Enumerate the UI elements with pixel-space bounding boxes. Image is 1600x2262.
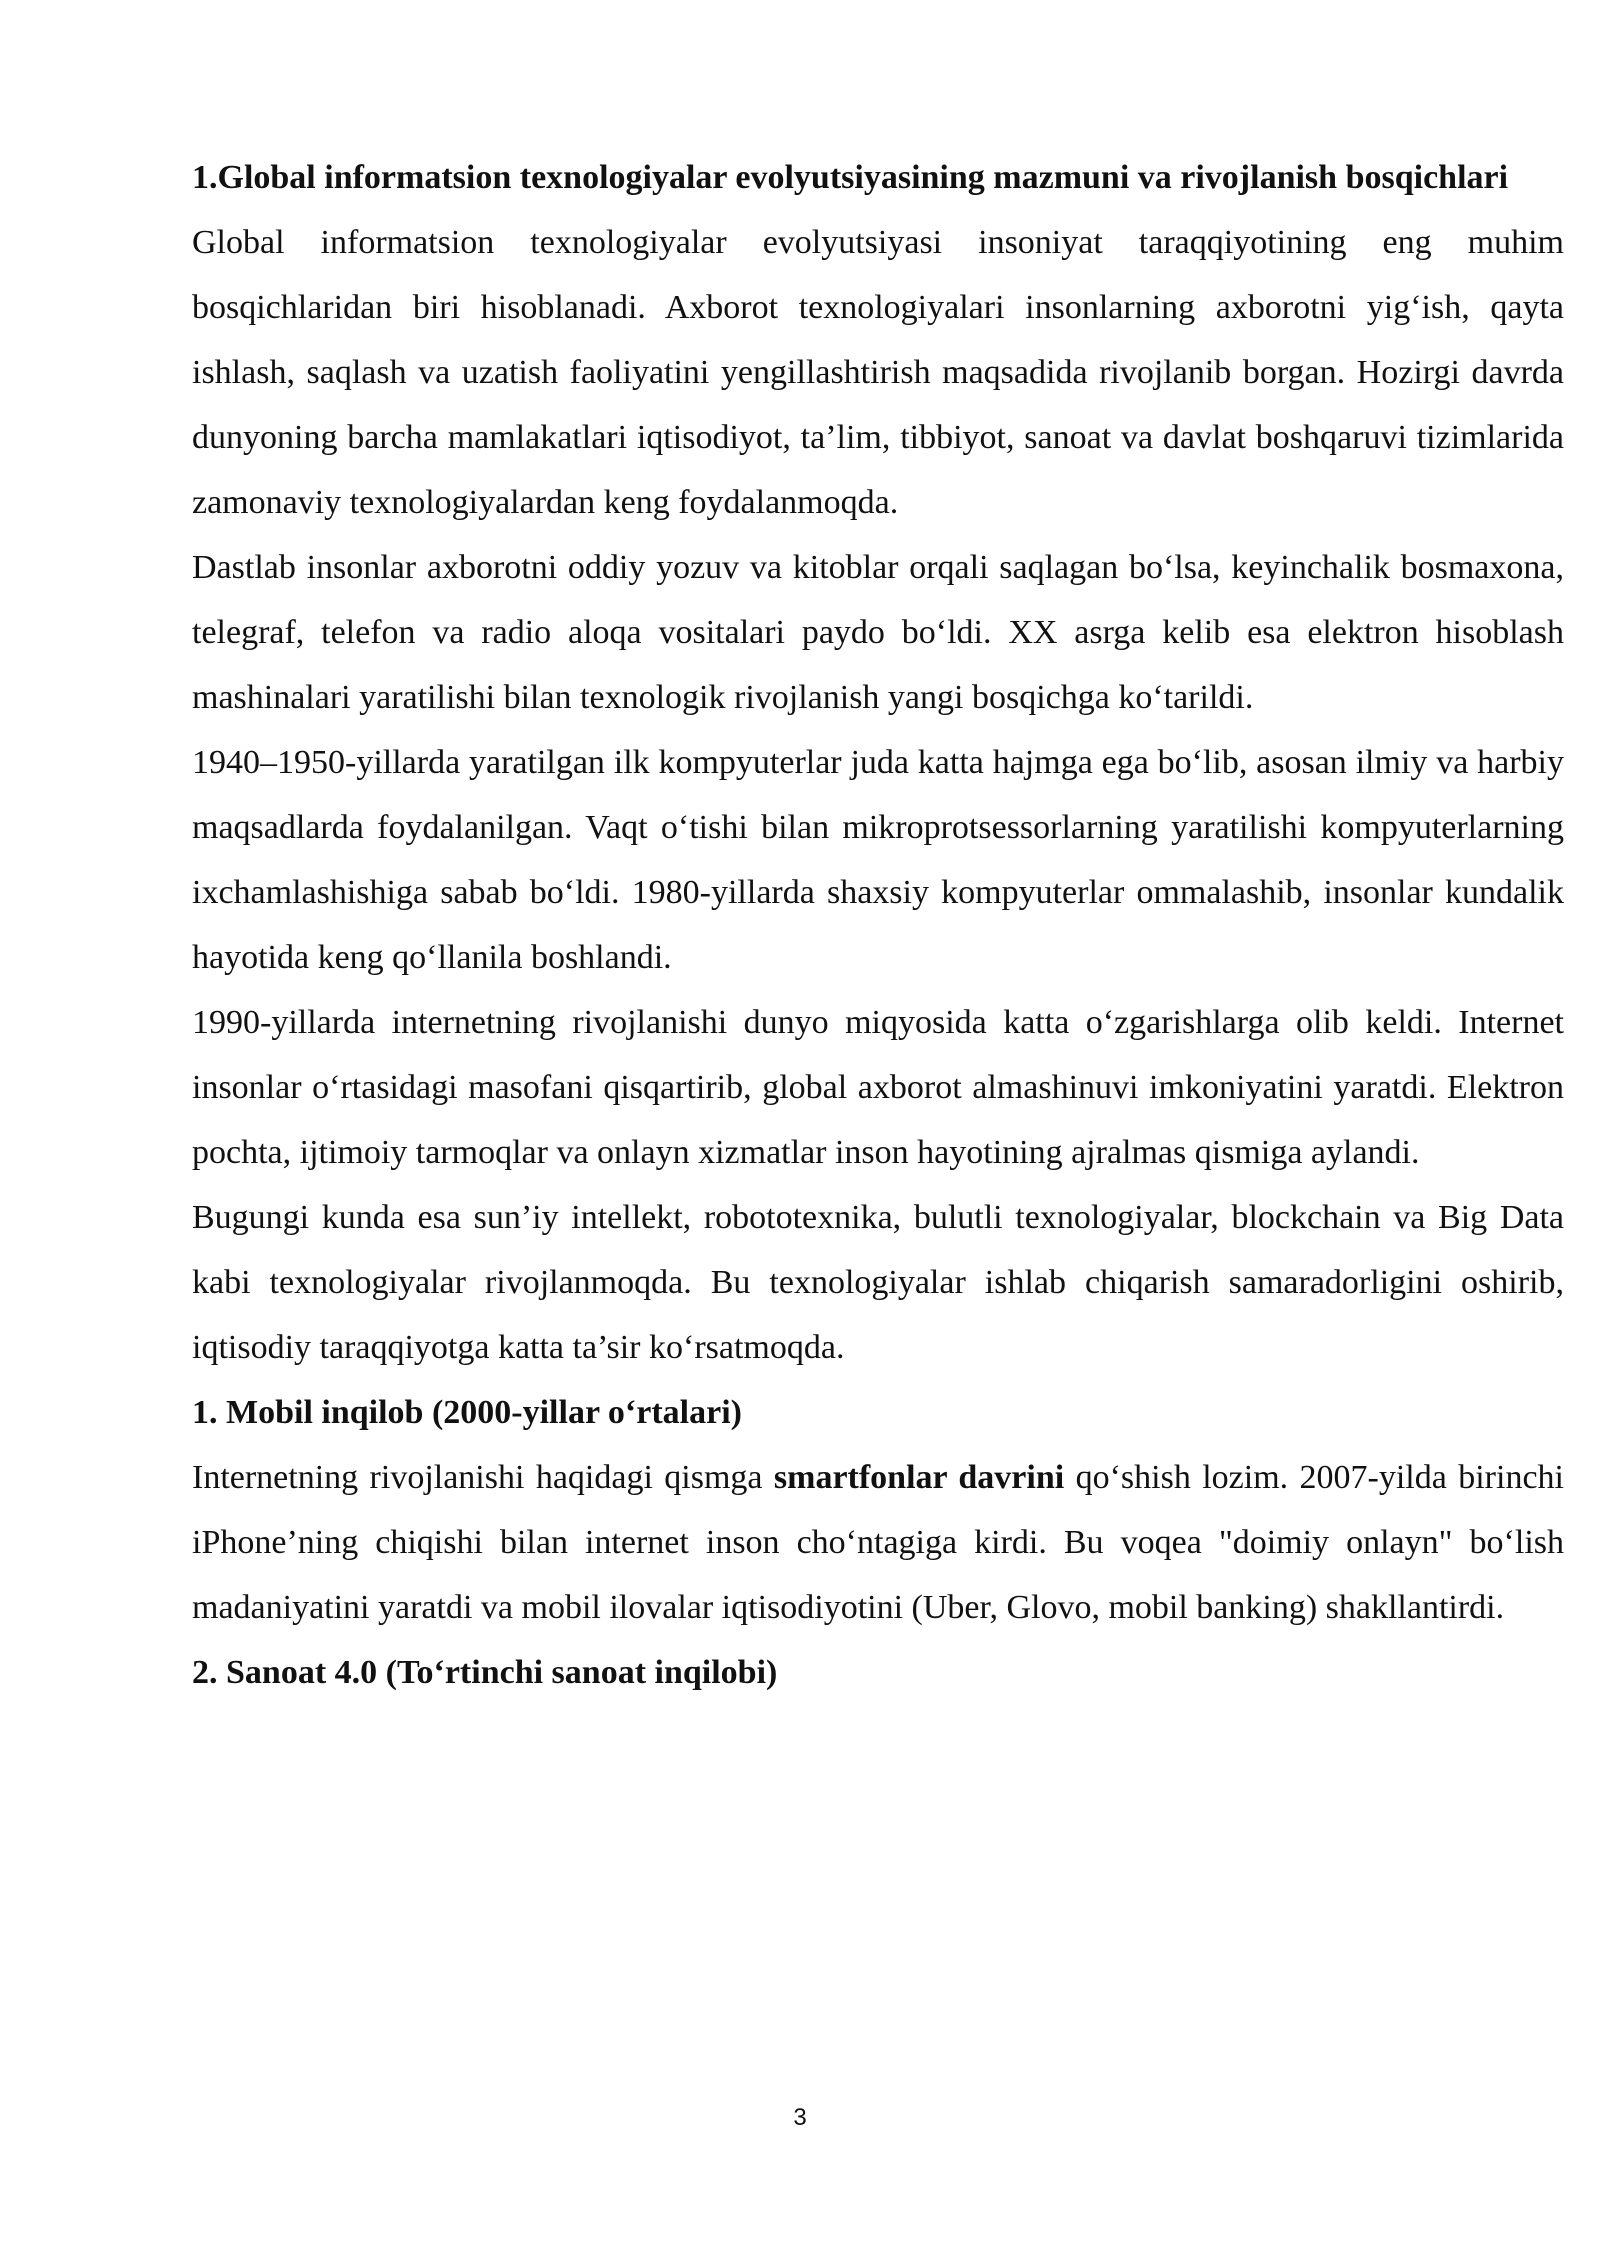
paragraph-mobile-revolution <box>192 1445 1564 1640</box>
mobile-text-before: Internetning rivojlanishi haqidagi qismga <box>192 1459 774 1496</box>
mobile-text-bold: smartfonlar davrini <box>773 1459 1065 1496</box>
section-heading-main: 1.Global informatsion texnologiyalar evolyutsiyasining mazmuni va rivojlanish bosqichlari <box>192 159 1509 196</box>
paragraph-computers: 1940–1950-yillarda yaratilgan ilk kompyuterlar juda katta hajmga ega bo‘lib, asosan ilmiy va harbiy maqsadlarda foydalanilgan. Vaqt o‘tishi bilan mikroprotsessorlarning yaratilishi kompyuterlarning ixchamlashishiga sabab bo‘ldi. 1980-yillarda shaxsiy kompyuterlar ommalashib, insonlar kundalik hayotida keng qo‘llanila boshlandi. <box>192 744 1564 976</box>
document-page <box>192 145 1564 1705</box>
paragraph-modern-tech: Bugungi kunda esa sun’iy intellekt, robototexnika, bulutli texnologiyalar, blockchain va Big Data kabi texnologiyalar rivojlanmoqda. Bu texnologiyalar ishlab chiqarish samaradorligini oshirib, iqtisodiy taraqqiyotga katta ta’sir ko‘rsatmoqda. <box>192 1199 1564 1366</box>
subheading-mobile-revolution: 1. Mobil inqilob (2000-yillar o‘rtalari) <box>192 1394 742 1431</box>
paragraph-early-history: Dastlab insonlar axborotni oddiy yozuv va kitoblar orqali saqlagan bo‘lsa, keyinchalik bosmaxona, telegraf, telefon va radio aloqa vositalari paydo bo‘ldi. XX asrga kelib esa elektron hisoblash mashinalari yaratilishi bilan texnologik rivojlanish yangi bosqichga ko‘tarildi. <box>192 549 1564 716</box>
page-number: 3 <box>793 2104 807 2131</box>
paragraph-internet: 1990-yillarda internetning rivojlanishi dunyo miqyosida katta o‘zgarishlarga olib keldi. Internet insonlar o‘rtasidagi masofani qisqartirib, global axborot almashinuvi imkoniyatini yaratdi. Elektron pochta, ijtimoiy tarmoqlar va onlayn xizmatlar inson hayotining ajralmas qismiga aylandi. <box>192 1004 1564 1171</box>
paragraph-intro: Global informatsion texnologiyalar evolyutsiyasi insoniyat taraqqiyotining eng muhim bosqichlaridan biri hisoblanadi. Axborot texnologiyalari insonlarning axborotni yig‘ish, qayta ishlash, saqlash va uzatish faoliyatini yengillashtirish maqsadida rivojlanib borgan. Hozirgi davrda dunyoning barcha mamlakatlari iqtisodiyot, ta’lim, tibbiyot, sanoat va davlat boshqaruvi tizimlarida zamonaviy texnologiyalardan keng foydalanmoqda. <box>192 224 1564 521</box>
mobile-text-after: qo‘shish lozim. 2007-yilda birinchi iPhone’ning chiqishi bilan internet inson cho‘ntagiga kirdi. Bu voqea "doimiy onlayn" bo‘lish madaniyatini yaratdi va mobil ilovalar iqtisodiyotini (Uber, Glovo, mobil banking) shakllantirdi. <box>192 1459 1564 1626</box>
subheading-industry-4: 2. Sanoat 4.0 (To‘rtinchi sanoat inqilobi) <box>192 1654 778 1691</box>
